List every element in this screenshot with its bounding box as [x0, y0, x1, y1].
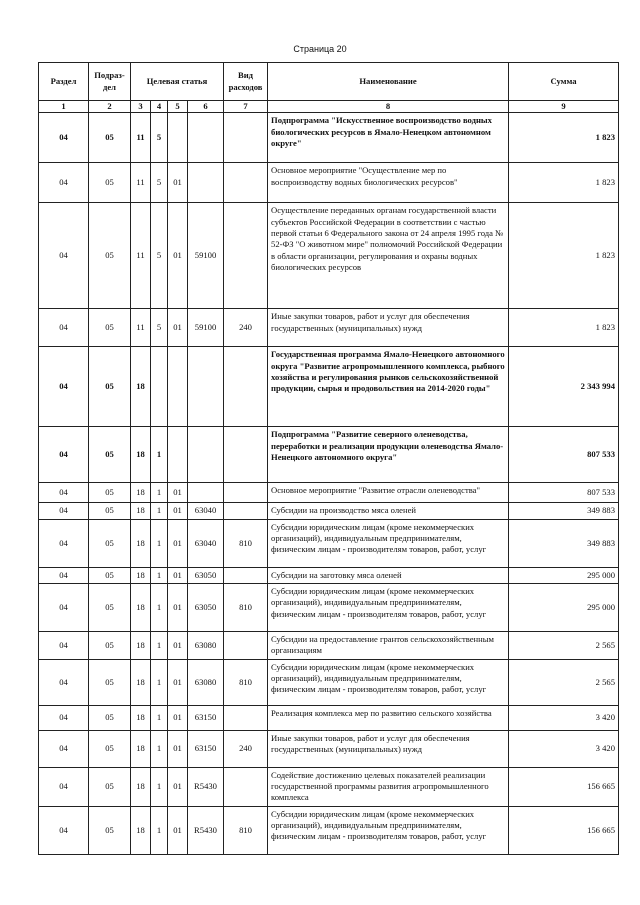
- cell-vid-raskhodov: [224, 483, 268, 503]
- cell-tselevaya-1: 18: [131, 632, 151, 660]
- cell-tselevaya-2: 1: [151, 584, 168, 632]
- cell-summa: 807 533: [509, 427, 619, 483]
- cell-summa: 1 823: [509, 163, 619, 203]
- cell-tselevaya-3: 01: [168, 309, 188, 347]
- cell-podrazdel: 05: [89, 347, 131, 427]
- cell-tselevaya-3: 01: [168, 519, 188, 567]
- cell-vid-raskhodov: [224, 503, 268, 519]
- cell-vid-raskhodov: 810: [224, 659, 268, 705]
- budget-table: [38, 62, 619, 855]
- cell-naimenovanie: Иные закупки товаров, работ и услуг для обеспечения государственных (муниципальных) нужд: [268, 730, 509, 767]
- cell-summa: 2 565: [509, 632, 619, 660]
- col-number: 3: [131, 101, 151, 113]
- cell-razdel: 04: [39, 163, 89, 203]
- cell-naimenovanie: Субсидии юридическим лицам (кроме некоммерческих организаций), индивидуальным предпринимателям, физическим лицам - производителям товаров, работ, услуг: [268, 519, 509, 567]
- cell-tselevaya-2: 1: [151, 427, 168, 483]
- cell-vid-raskhodov: [224, 767, 268, 806]
- cell-naimenovanie: Содействие достижению целевых показателей реализации государственной программы развития агропромышленного комплекса: [268, 767, 509, 806]
- col-number: 6: [188, 101, 224, 113]
- cell-podrazdel: 05: [89, 659, 131, 705]
- cell-naimenovanie: Основное мероприятие "Развитие отрасли оленеводства": [268, 483, 509, 503]
- col-number: 9: [509, 101, 619, 113]
- cell-summa: 349 883: [509, 519, 619, 567]
- cell-tselevaya-3: 01: [168, 659, 188, 705]
- table-row: [39, 584, 619, 632]
- cell-razdel: 04: [39, 427, 89, 483]
- cell-tselevaya-1: 18: [131, 483, 151, 503]
- cell-tselevaya-1: 11: [131, 203, 151, 309]
- cell-summa: 3 420: [509, 705, 619, 730]
- cell-vid-raskhodov: [224, 567, 268, 583]
- cell-tselevaya-1: 18: [131, 519, 151, 567]
- col-number: 2: [89, 101, 131, 113]
- cell-podrazdel: 05: [89, 567, 131, 583]
- cell-tselevaya-2: 1: [151, 659, 168, 705]
- cell-tselevaya-2: 5: [151, 309, 168, 347]
- cell-razdel: 04: [39, 203, 89, 309]
- cell-tselevaya-3: 01: [168, 767, 188, 806]
- cell-tselevaya-3: 01: [168, 730, 188, 767]
- table-row: [39, 113, 619, 163]
- cell-naimenovanie: Субсидии юридическим лицам (кроме некоммерческих организаций), индивидуальным предпринимателям, физическим лицам - производителям товаров, работ, услуг: [268, 806, 509, 854]
- col-number: 5: [168, 101, 188, 113]
- cell-summa: 807 533: [509, 483, 619, 503]
- cell-tselevaya-3: [168, 427, 188, 483]
- cell-razdel: 04: [39, 309, 89, 347]
- cell-tselevaya-1: 18: [131, 659, 151, 705]
- cell-razdel: 04: [39, 503, 89, 519]
- cell-tselevaya-2: 5: [151, 203, 168, 309]
- cell-naimenovanie: Государственная программа Ямало-Ненецкого автономного округа "Развитие агропромышленного комплекса, рыбного хозяйства и регулирования рынков сельскохозяйственной продукции, сырья и продовольствия на 2014-2020 годы": [268, 347, 509, 427]
- cell-vid-raskhodov: 240: [224, 309, 268, 347]
- table-row: [39, 659, 619, 705]
- cell-tselevaya-3: 01: [168, 483, 188, 503]
- cell-podrazdel: 05: [89, 806, 131, 854]
- cell-tselevaya-3: 01: [168, 632, 188, 660]
- col-number: 8: [268, 101, 509, 113]
- table-row: [39, 767, 619, 806]
- col-number: 1: [39, 101, 89, 113]
- cell-tselevaya-1: 18: [131, 584, 151, 632]
- cell-tselevaya-4: [188, 483, 224, 503]
- table-row: [39, 203, 619, 309]
- cell-tselevaya-4: 63040: [188, 519, 224, 567]
- cell-razdel: 04: [39, 483, 89, 503]
- cell-tselevaya-2: 1: [151, 503, 168, 519]
- cell-tselevaya-1: 18: [131, 427, 151, 483]
- cell-razdel: 04: [39, 767, 89, 806]
- cell-razdel: 04: [39, 567, 89, 583]
- cell-tselevaya-1: 18: [131, 705, 151, 730]
- cell-tselevaya-3: 01: [168, 163, 188, 203]
- cell-vid-raskhodov: 810: [224, 519, 268, 567]
- cell-tselevaya-1: 11: [131, 163, 151, 203]
- cell-tselevaya-3: 01: [168, 705, 188, 730]
- cell-naimenovanie: Субсидии на производство мяса оленей: [268, 503, 509, 519]
- cell-tselevaya-4: 63080: [188, 632, 224, 660]
- cell-summa: 1 823: [509, 309, 619, 347]
- cell-vid-raskhodov: [224, 163, 268, 203]
- cell-tselevaya-3: 01: [168, 806, 188, 854]
- cell-tselevaya-2: 5: [151, 163, 168, 203]
- cell-naimenovanie: Подпрограмма "Искусственное воспроизводство водных биологических ресурсов в Ямало-Ненецком автономном округе": [268, 113, 509, 163]
- cell-vid-raskhodov: [224, 113, 268, 163]
- cell-tselevaya-2: 5: [151, 113, 168, 163]
- cell-podrazdel: 05: [89, 503, 131, 519]
- cell-razdel: 04: [39, 519, 89, 567]
- cell-tselevaya-2: 1: [151, 632, 168, 660]
- header-summa: Сумма: [509, 63, 619, 101]
- cell-podrazdel: 05: [89, 309, 131, 347]
- cell-tselevaya-4: 63150: [188, 730, 224, 767]
- cell-tselevaya-4: 63150: [188, 705, 224, 730]
- table-row: [39, 730, 619, 767]
- cell-tselevaya-3: [168, 113, 188, 163]
- cell-razdel: 04: [39, 347, 89, 427]
- cell-vid-raskhodov: [224, 427, 268, 483]
- cell-tselevaya-4: [188, 427, 224, 483]
- cell-tselevaya-2: 1: [151, 767, 168, 806]
- cell-tselevaya-2: 1: [151, 806, 168, 854]
- table-row: [39, 347, 619, 427]
- cell-tselevaya-3: [168, 347, 188, 427]
- cell-summa: 295 000: [509, 567, 619, 583]
- header-razdel: Раздел: [39, 63, 89, 101]
- cell-tselevaya-3: 01: [168, 584, 188, 632]
- cell-naimenovanie: Субсидии юридическим лицам (кроме некоммерческих организаций), индивидуальным предпринимателям, физическим лицам - производителям товаров, работ, услуг: [268, 584, 509, 632]
- cell-naimenovanie: Осуществление переданных органам государственной власти субъектов Российской Федерации в соответствии с частью первой статьи 6 Федерального закона от 24 апреля 1995 года № 52-ФЗ "О животном мире" полномочий Российской Федерации в области организации, регулирования и охраны водных биологических ресурсов: [268, 203, 509, 309]
- cell-tselevaya-4: 63080: [188, 659, 224, 705]
- cell-tselevaya-1: 11: [131, 113, 151, 163]
- cell-tselevaya-4: 59100: [188, 309, 224, 347]
- cell-tselevaya-4: 63040: [188, 503, 224, 519]
- header-naimenovanie: Наименование: [268, 63, 509, 101]
- table-row: [39, 806, 619, 854]
- cell-podrazdel: 05: [89, 632, 131, 660]
- cell-podrazdel: 05: [89, 163, 131, 203]
- cell-tselevaya-4: 63050: [188, 567, 224, 583]
- cell-tselevaya-2: 1: [151, 705, 168, 730]
- cell-tselevaya-1: 18: [131, 503, 151, 519]
- table-row: [39, 705, 619, 730]
- table-row: [39, 519, 619, 567]
- cell-razdel: 04: [39, 705, 89, 730]
- cell-vid-raskhodov: [224, 632, 268, 660]
- cell-summa: 156 665: [509, 806, 619, 854]
- cell-vid-raskhodov: 810: [224, 806, 268, 854]
- cell-naimenovanie: Субсидии юридическим лицам (кроме некоммерческих организаций), индивидуальным предпринимателям, физическим лицам - производителям товаров, работ, услуг: [268, 659, 509, 705]
- cell-razdel: 04: [39, 584, 89, 632]
- cell-razdel: 04: [39, 632, 89, 660]
- cell-tselevaya-1: 18: [131, 767, 151, 806]
- cell-vid-raskhodov: 240: [224, 730, 268, 767]
- cell-razdel: 04: [39, 113, 89, 163]
- cell-tselevaya-4: [188, 347, 224, 427]
- cell-tselevaya-2: 1: [151, 730, 168, 767]
- cell-tselevaya-1: 18: [131, 567, 151, 583]
- col-number: 4: [151, 101, 168, 113]
- cell-tselevaya-3: 01: [168, 567, 188, 583]
- header-tselevaya-statya: Целевая статья: [131, 63, 224, 101]
- cell-tselevaya-3: 01: [168, 503, 188, 519]
- cell-podrazdel: 05: [89, 427, 131, 483]
- cell-summa: 1 823: [509, 113, 619, 163]
- cell-razdel: 04: [39, 730, 89, 767]
- cell-naimenovanie: Субсидии на предоставление грантов сельскохозяйственным организациям: [268, 632, 509, 660]
- col-number: 7: [224, 101, 268, 113]
- cell-tselevaya-1: 18: [131, 730, 151, 767]
- cell-summa: 295 000: [509, 584, 619, 632]
- cell-tselevaya-4: R5430: [188, 806, 224, 854]
- cell-summa: 156 665: [509, 767, 619, 806]
- cell-podrazdel: 05: [89, 705, 131, 730]
- cell-tselevaya-2: 1: [151, 483, 168, 503]
- table-row: [39, 632, 619, 660]
- table-body: [39, 113, 619, 854]
- cell-summa: 2 343 994: [509, 347, 619, 427]
- cell-tselevaya-4: 59100: [188, 203, 224, 309]
- cell-vid-raskhodov: [224, 347, 268, 427]
- cell-naimenovanie: Иные закупки товаров, работ и услуг для обеспечения государственных (муниципальных) нужд: [268, 309, 509, 347]
- cell-razdel: 04: [39, 806, 89, 854]
- table-row: [39, 309, 619, 347]
- cell-summa: 2 565: [509, 659, 619, 705]
- cell-podrazdel: 05: [89, 767, 131, 806]
- header-podrazdel: Подраз- дел: [89, 63, 131, 101]
- cell-vid-raskhodov: 810: [224, 584, 268, 632]
- table-row: [39, 163, 619, 203]
- cell-podrazdel: 05: [89, 113, 131, 163]
- cell-summa: 3 420: [509, 730, 619, 767]
- cell-podrazdel: 05: [89, 730, 131, 767]
- cell-tselevaya-1: 18: [131, 806, 151, 854]
- cell-naimenovanie: Подпрограмма "Развитие северного оленеводства, переработки и реализации продукции оленеводства Ямало-Ненецкого автономного округа": [268, 427, 509, 483]
- cell-tselevaya-2: 1: [151, 567, 168, 583]
- table-row: [39, 427, 619, 483]
- cell-vid-raskhodov: [224, 705, 268, 730]
- cell-tselevaya-4: [188, 163, 224, 203]
- cell-naimenovanie: Основное мероприятие "Осуществление мер по воспроизводству водных биологических ресурсов": [268, 163, 509, 203]
- cell-summa: 349 883: [509, 503, 619, 519]
- cell-naimenovanie: Реализация комплекса мер по развитию сельского хозяйства: [268, 705, 509, 730]
- cell-podrazdel: 05: [89, 519, 131, 567]
- column-number-row: [39, 101, 619, 113]
- cell-naimenovanie: Субсидии на заготовку мяса оленей: [268, 567, 509, 583]
- cell-podrazdel: 05: [89, 203, 131, 309]
- cell-tselevaya-1: 18: [131, 347, 151, 427]
- cell-podrazdel: 05: [89, 483, 131, 503]
- cell-tselevaya-2: [151, 347, 168, 427]
- cell-tselevaya-4: [188, 113, 224, 163]
- cell-razdel: 04: [39, 659, 89, 705]
- cell-podrazdel: 05: [89, 584, 131, 632]
- table-row: [39, 503, 619, 519]
- cell-vid-raskhodov: [224, 203, 268, 309]
- cell-tselevaya-4: 63050: [188, 584, 224, 632]
- cell-summa: 1 823: [509, 203, 619, 309]
- table-row: [39, 567, 619, 583]
- cell-tselevaya-4: R5430: [188, 767, 224, 806]
- table-row: [39, 483, 619, 503]
- cell-tselevaya-2: 1: [151, 519, 168, 567]
- header-vid-raskhodov: Вид расходов: [224, 63, 268, 101]
- cell-tselevaya-1: 11: [131, 309, 151, 347]
- cell-tselevaya-3: 01: [168, 203, 188, 309]
- page-label: Страница 20: [293, 44, 347, 54]
